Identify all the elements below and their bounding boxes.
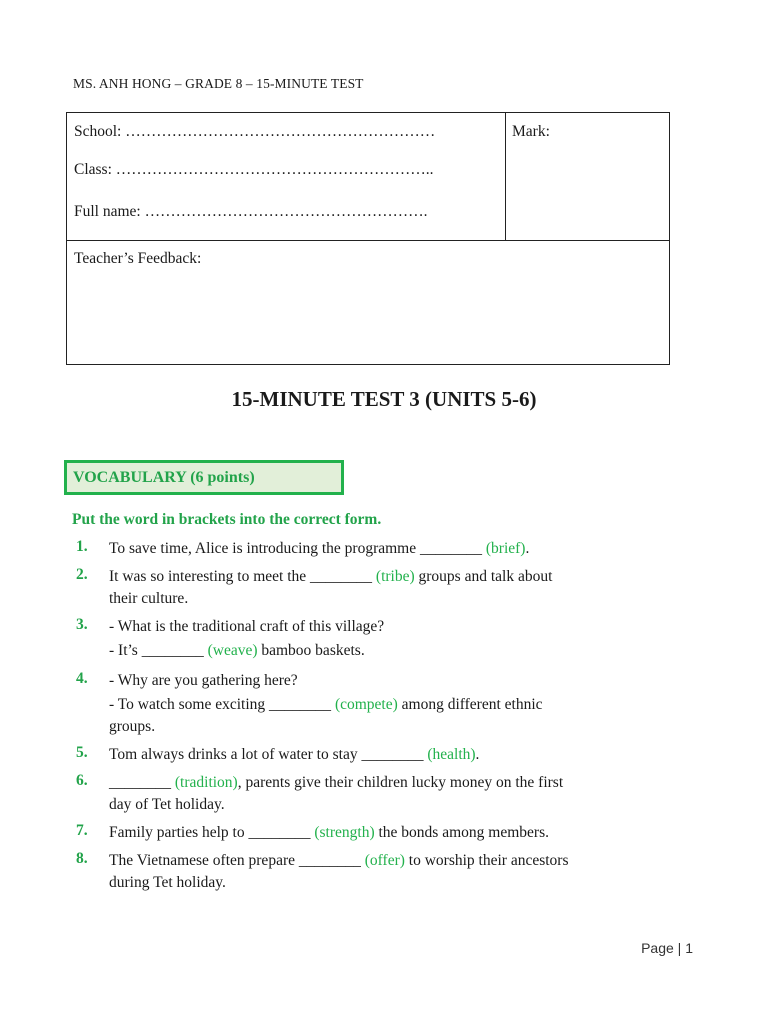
instruction-text: Put the word in brackets into the correct form. [72, 511, 382, 528]
word-hint: (brief) [485, 540, 526, 557]
question-number: 2. [76, 566, 88, 583]
question-text-continued: during Tet holiday. [109, 874, 226, 891]
question-text: - Why are you gathering here? [109, 672, 298, 689]
word-hint: (tribe) [375, 568, 415, 585]
question-text-continued: day of Tet holiday. [109, 796, 225, 813]
question-text: The Vietnamese often prepare ________ (offer) to worship their ancestors [109, 852, 569, 869]
test-header: MS. ANH HONG – GRADE 8 – 15-MINUTE TEST [73, 76, 364, 91]
page-number: Page | 1 [641, 940, 693, 956]
question-number: 3. [76, 616, 88, 633]
question-number: 8. [76, 850, 88, 867]
question-text: ________ (tradition), parents give their children lucky money on the first [109, 774, 564, 791]
word-hint: (weave) [207, 642, 258, 659]
word-hint: (health) [427, 746, 476, 763]
question-answer-line: - It’s ________ (weave) bamboo baskets. [109, 642, 365, 659]
question-text: - What is the traditional craft of this village? [109, 618, 385, 635]
word-hint: (tradition) [174, 774, 238, 791]
question-number: 7. [76, 822, 88, 839]
test-title: 15-MINUTE TEST 3 (UNITS 5-6) [231, 387, 537, 411]
question-text-continued: their culture. [109, 590, 189, 607]
fullname-field: Full name: ………………………………………………. [74, 203, 428, 220]
question-text: To save time, Alice is introducing the programme ________ (brief). [109, 540, 530, 557]
question-number: 4. [76, 670, 88, 687]
section-heading: VOCABULARY (6 points) [73, 469, 255, 486]
section-heading-box [64, 460, 344, 495]
question-text-continued: groups. [109, 718, 156, 735]
question-answer-line: - To watch some exciting ________ (compete) among different ethnic [109, 696, 543, 713]
question-text: Tom always drinks a lot of water to stay ________ (health). [109, 746, 480, 763]
word-hint: (offer) [364, 852, 405, 869]
mark-cell [506, 113, 669, 241]
question-number: 6. [76, 772, 88, 789]
student-info-table [66, 112, 670, 365]
mark-label: Mark: [512, 123, 550, 140]
question-number: 1. [76, 538, 88, 555]
question-number: 5. [76, 744, 88, 761]
teacher-feedback-label: Teacher’s Feedback: [74, 250, 202, 267]
class-field: Class: …………………………………………………….. [74, 161, 434, 178]
question-text: It was so interesting to meet the ________ (tribe) groups and talk about [109, 568, 553, 585]
word-hint: (compete) [334, 696, 398, 713]
question-text: Family parties help to ________ (strength) the bonds among members. [109, 824, 549, 841]
student-info-cell [67, 113, 506, 241]
school-field: School: …………………………………………………… [74, 123, 436, 140]
word-hint: (strength) [314, 824, 375, 841]
